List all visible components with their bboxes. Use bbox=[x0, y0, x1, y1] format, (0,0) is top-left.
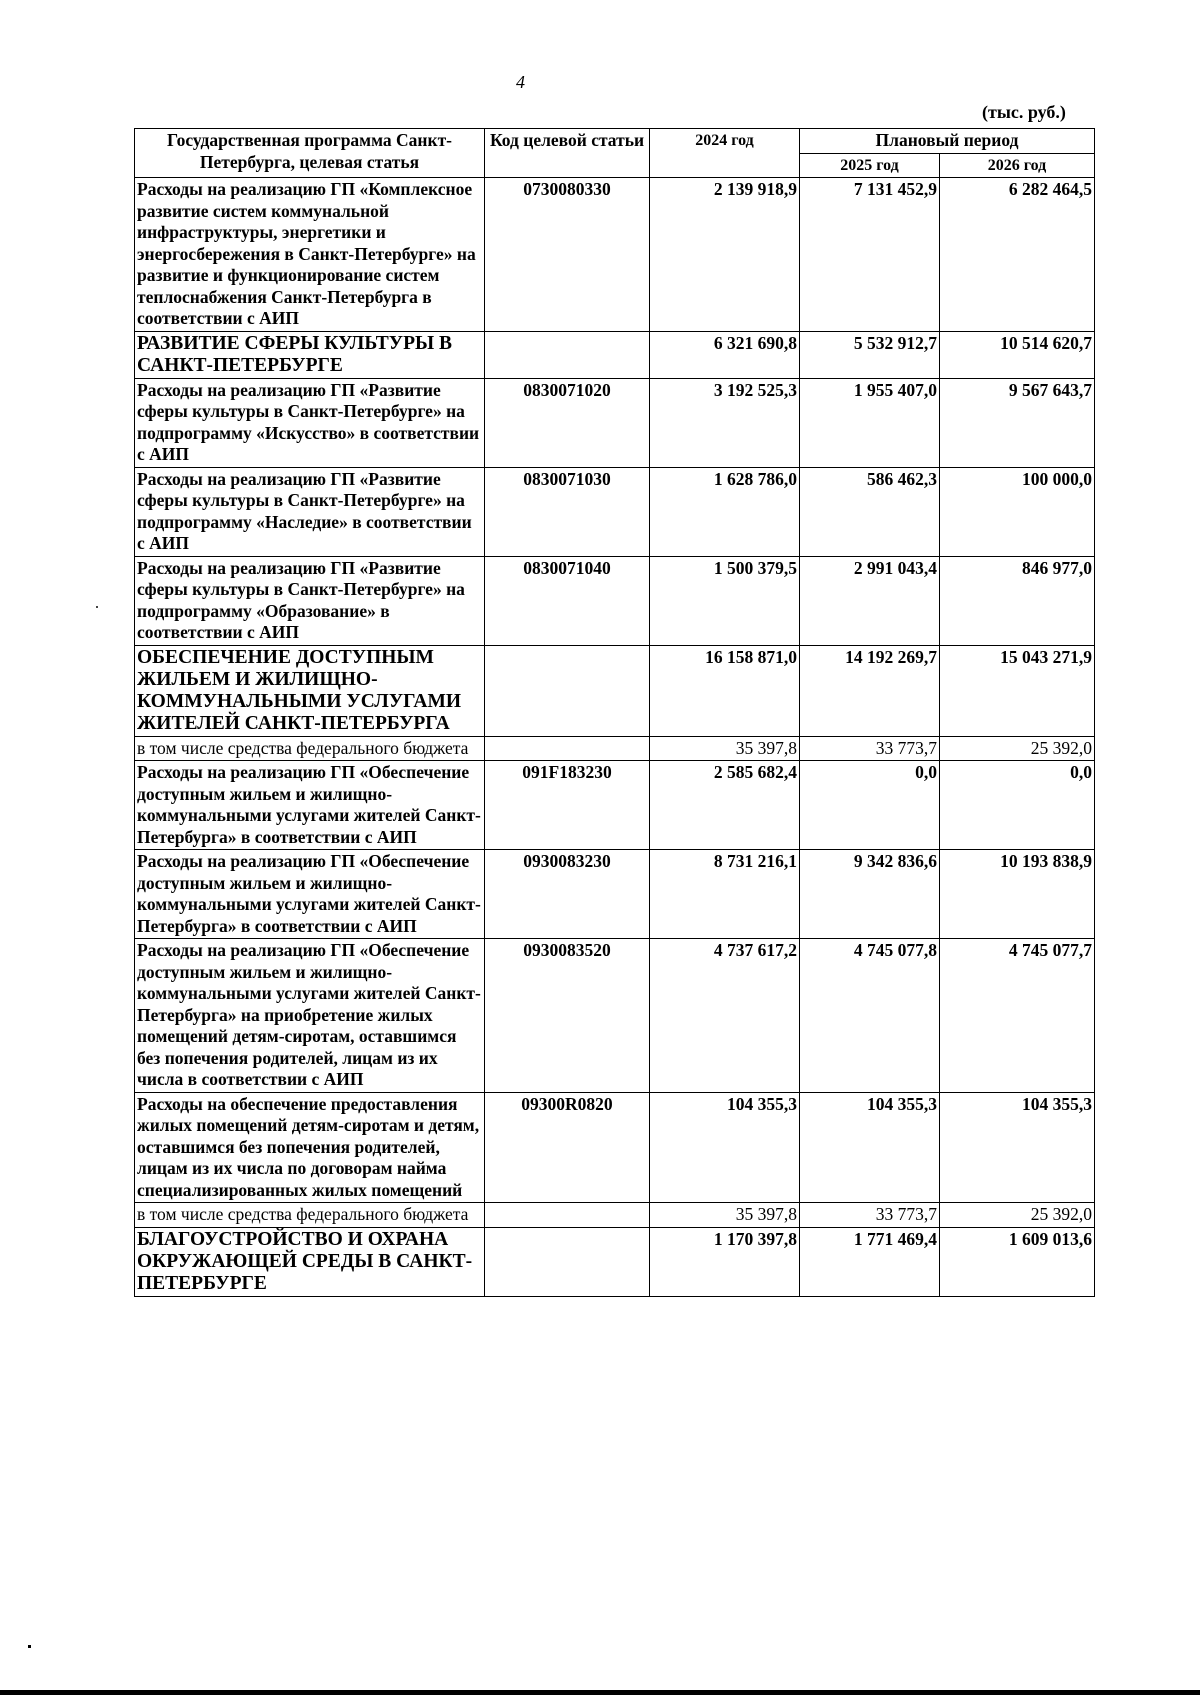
row-value-2025: 4 745 077,8 bbox=[800, 939, 940, 1093]
row-value-2025: 2 991 043,4 bbox=[800, 556, 940, 645]
row-code: 0930083520 bbox=[485, 939, 650, 1093]
table-row-section bbox=[135, 1227, 1095, 1296]
row-value-2024: 1 628 786,0 bbox=[650, 467, 800, 556]
row-value-2026: 9 567 643,7 bbox=[940, 378, 1095, 467]
row-code bbox=[485, 1203, 650, 1228]
table-row-federal bbox=[135, 1203, 1095, 1228]
row-value-2025: 0,0 bbox=[800, 761, 940, 850]
table-row bbox=[135, 761, 1095, 850]
row-name: Расходы на обеспечение предоставления жилых помещений детям-сиротам и детям, оставшимся без попечения родителей, лицам из их числа по договорам найма специализированных жилых помещений bbox=[135, 1092, 485, 1203]
row-value-2026: 10 514 620,7 bbox=[940, 331, 1095, 378]
row-value-2024: 6 321 690,8 bbox=[650, 331, 800, 378]
row-value-2025: 5 532 912,7 bbox=[800, 331, 940, 378]
table-row bbox=[135, 467, 1095, 556]
table-row-section bbox=[135, 331, 1095, 378]
table-row-section bbox=[135, 645, 1095, 736]
scan-edge-line bbox=[0, 1690, 1200, 1695]
row-value-2024: 2 585 682,4 bbox=[650, 761, 800, 850]
row-value-2024: 35 397,8 bbox=[650, 1203, 800, 1228]
row-value-2026: 6 282 464,5 bbox=[940, 178, 1095, 332]
table-row bbox=[135, 939, 1095, 1093]
budget-table bbox=[134, 128, 1095, 1297]
row-name: Расходы на реализацию ГП «Развитие сферы культуры в Санкт-Петербурге» на подпрограмму «Наследие» в соответствии с АИП bbox=[135, 467, 485, 556]
row-name: БЛАГОУСТРОЙСТВО И ОХРАНА ОКРУЖАЮЩЕЙ СРЕДЫ В САНКТ-ПЕТЕРБУРГЕ bbox=[135, 1227, 485, 1296]
scan-speck bbox=[96, 606, 98, 608]
row-code bbox=[485, 736, 650, 761]
row-name: в том числе средства федерального бюджета bbox=[135, 1203, 485, 1228]
row-value-2025: 586 462,3 bbox=[800, 467, 940, 556]
row-value-2024: 4 737 617,2 bbox=[650, 939, 800, 1093]
header-plan-period: Плановый период bbox=[800, 129, 1095, 154]
table-row bbox=[135, 378, 1095, 467]
row-name: Расходы на реализацию ГП «Развитие сферы культуры в Санкт-Петербурге» на подпрограмму «Образование» в соответствии с АИП bbox=[135, 556, 485, 645]
row-value-2024: 104 355,3 bbox=[650, 1092, 800, 1203]
header-code-column: Код целевой статьи bbox=[485, 129, 650, 178]
row-code: 09300R0820 bbox=[485, 1092, 650, 1203]
row-value-2026: 1 609 013,6 bbox=[940, 1227, 1095, 1296]
row-code bbox=[485, 1227, 650, 1296]
row-value-2025: 9 342 836,6 bbox=[800, 850, 940, 939]
row-code: 0730080330 bbox=[485, 178, 650, 332]
row-value-2026: 10 193 838,9 bbox=[940, 850, 1095, 939]
row-value-2026: 25 392,0 bbox=[940, 736, 1095, 761]
header-name-column: Государственная программа Санкт-Петербурга, целевая статья bbox=[135, 129, 485, 178]
row-code: 0830071040 bbox=[485, 556, 650, 645]
row-name: в том числе средства федерального бюджета bbox=[135, 736, 485, 761]
row-value-2026: 846 977,0 bbox=[940, 556, 1095, 645]
row-code: 0930083230 bbox=[485, 850, 650, 939]
row-name: Расходы на реализацию ГП «Обеспечение доступным жильем и жилищно-коммунальными услугами жителей Санкт-Петербурга» в соответствии с АИП bbox=[135, 761, 485, 850]
table-row bbox=[135, 1092, 1095, 1203]
table-row bbox=[135, 178, 1095, 332]
row-value-2026: 0,0 bbox=[940, 761, 1095, 850]
row-value-2024: 3 192 525,3 bbox=[650, 378, 800, 467]
row-value-2026: 4 745 077,7 bbox=[940, 939, 1095, 1093]
header-year-2024: 2024 год bbox=[650, 129, 800, 178]
row-value-2026: 15 043 271,9 bbox=[940, 645, 1095, 736]
row-code: 091F183230 bbox=[485, 761, 650, 850]
row-name: Расходы на реализацию ГП «Развитие сферы культуры в Санкт-Петербурге» на подпрограмму «Искусство» в соответствии с АИП bbox=[135, 378, 485, 467]
row-value-2024: 8 731 216,1 bbox=[650, 850, 800, 939]
row-value-2025: 7 131 452,9 bbox=[800, 178, 940, 332]
row-value-2024: 35 397,8 bbox=[650, 736, 800, 761]
row-value-2026: 100 000,0 bbox=[940, 467, 1095, 556]
row-value-2024: 1 500 379,5 bbox=[650, 556, 800, 645]
row-code: 0830071030 bbox=[485, 467, 650, 556]
table-row-federal bbox=[135, 736, 1095, 761]
row-code bbox=[485, 645, 650, 736]
row-name: Расходы на реализацию ГП «Комплексное развитие систем коммунальной инфраструктуры, энергетики и энергосбережения в Санкт-Петербурге» на развитие и функционирование систем теплоснабжения Санкт-Петербурга в соответствии с АИП bbox=[135, 178, 485, 332]
row-value-2024: 16 158 871,0 bbox=[650, 645, 800, 736]
table-row bbox=[135, 556, 1095, 645]
scan-speck bbox=[28, 1645, 31, 1648]
units-label: (тыс. руб.) bbox=[982, 102, 1066, 122]
table-row bbox=[135, 850, 1095, 939]
row-value-2025: 104 355,3 bbox=[800, 1092, 940, 1203]
row-code: 0830071020 bbox=[485, 378, 650, 467]
row-value-2025: 1 955 407,0 bbox=[800, 378, 940, 467]
row-value-2025: 33 773,7 bbox=[800, 736, 940, 761]
row-value-2024: 2 139 918,9 bbox=[650, 178, 800, 332]
row-name: Расходы на реализацию ГП «Обеспечение доступным жильем и жилищно-коммунальными услугами жителей Санкт-Петербурга» в соответствии с АИП bbox=[135, 850, 485, 939]
row-value-2026: 25 392,0 bbox=[940, 1203, 1095, 1228]
header-year-2025: 2025 год bbox=[800, 153, 940, 178]
row-value-2025: 1 771 469,4 bbox=[800, 1227, 940, 1296]
row-code bbox=[485, 331, 650, 378]
row-name: РАЗВИТИЕ СФЕРЫ КУЛЬТУРЫ В САНКТ-ПЕТЕРБУРГЕ bbox=[135, 331, 485, 378]
header-year-2026: 2026 год bbox=[940, 153, 1095, 178]
row-value-2024: 1 170 397,8 bbox=[650, 1227, 800, 1296]
row-name: Расходы на реализацию ГП «Обеспечение доступным жильем и жилищно-коммунальными услугами жителей Санкт-Петербурга» на приобретение жилых помещений детям-сиротам, оставшимся без попечения родителей, лицам из их числа в соответствии с АИП bbox=[135, 939, 485, 1093]
row-name: ОБЕСПЕЧЕНИЕ ДОСТУПНЫМ ЖИЛЬЕМ И ЖИЛИЩНО-КОММУНАЛЬНЫМИ УСЛУГАМИ ЖИТЕЛЕЙ САНКТ-ПЕТЕРБУРГА bbox=[135, 645, 485, 736]
row-value-2025: 33 773,7 bbox=[800, 1203, 940, 1228]
row-value-2026: 104 355,3 bbox=[940, 1092, 1095, 1203]
row-value-2025: 14 192 269,7 bbox=[800, 645, 940, 736]
page-number: 4 bbox=[516, 72, 525, 92]
